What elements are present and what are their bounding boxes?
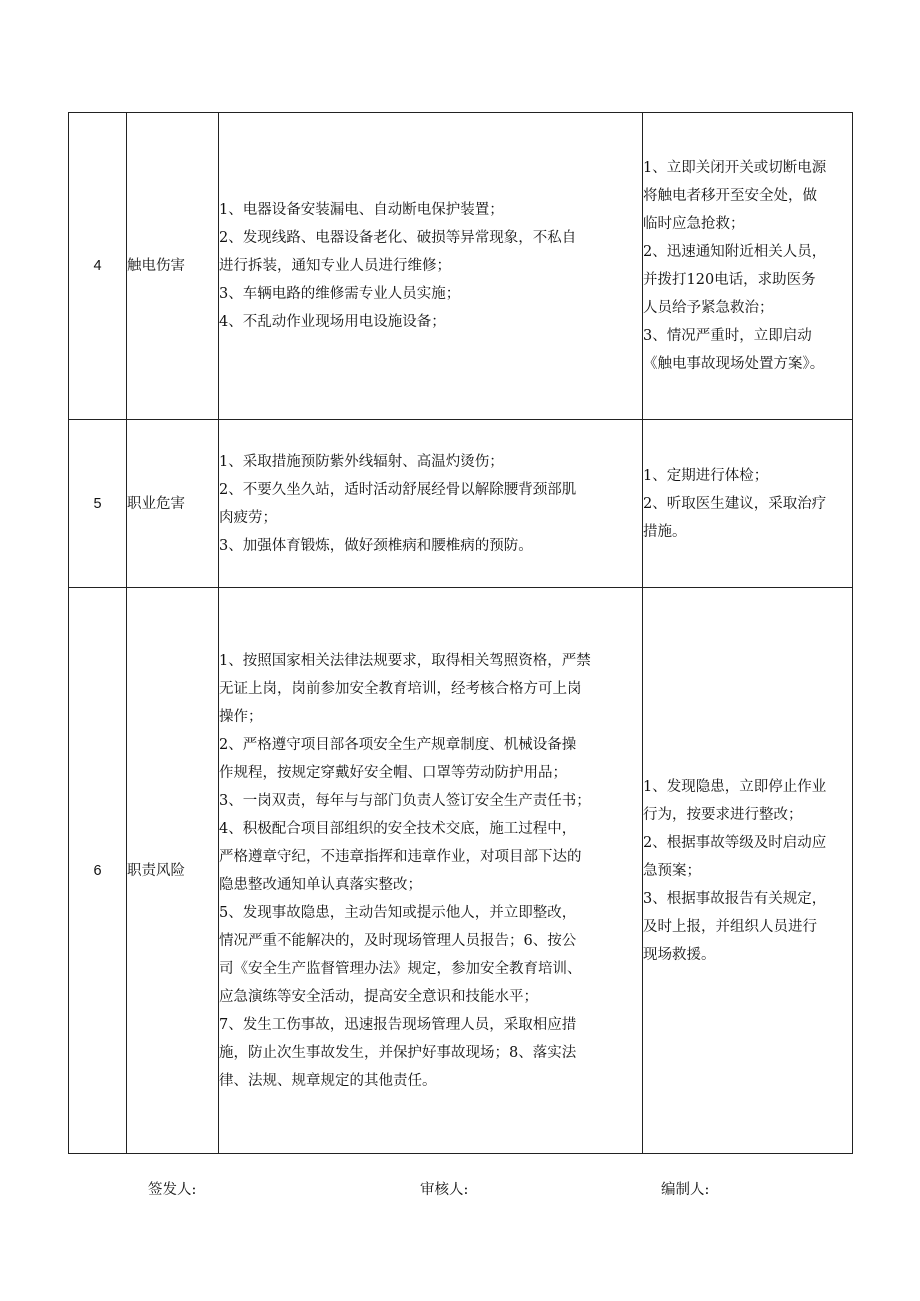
emergency-response: [643, 420, 853, 588]
response-line: 2、迅速通知附近相关人员，: [643, 244, 827, 260]
risk-table-body: [69, 113, 853, 1154]
measure-line: 3、车辆电路的维修需专业人员实施；: [219, 286, 461, 302]
control-measures: [219, 588, 643, 1154]
response-line: 行为，按要求进行整改；: [643, 806, 803, 823]
measure-line: 严格遵章守纪，不违章指挥和违章作业，对项目部下达的: [219, 848, 582, 865]
measure-line: 2、严格遵守项目部各项安全生产规章制度、机械设备操: [219, 736, 577, 753]
measure-line: 7、发生工伤事故，迅速报告现场管理人员，采取相应措: [219, 1016, 577, 1033]
emergency-response: [643, 113, 853, 420]
measure-line: 无证上岗，岗前参加安全教育培训，经考核合格方可上岗: [219, 680, 582, 697]
response-line: 1、定期进行体检；: [643, 467, 769, 484]
response-line: 措施。: [643, 523, 687, 540]
hazard-name: 职业危害: [127, 420, 219, 588]
measure-line: 应急演练等安全活动，提高安全意识和技能水平；: [219, 988, 538, 1005]
measure-line: 情况严重不能解决的，及时现场管理人员报告；6、按公: [219, 932, 577, 949]
measure-line: 司《安全生产监督管理办法》规定，参加安全教育培训、: [219, 960, 582, 977]
reviewer-label: 审核人:: [420, 1182, 469, 1198]
risk-row: [69, 420, 853, 588]
response-line: 并拨打120电话，求助医务: [643, 272, 816, 288]
response-line: 及时上报，并组织人员进行: [643, 918, 817, 935]
measure-line: 3、加强体育锻炼，做好颈椎病和腰椎病的预防。: [219, 537, 533, 554]
row-number: 5: [69, 420, 127, 588]
row-number: 4: [69, 113, 127, 420]
risk-row: [69, 588, 853, 1154]
response-line: 人员给予紧急救治；: [643, 300, 774, 316]
emergency-response: [643, 588, 853, 1154]
response-line: 3、根据事故报告有关规定，: [643, 890, 827, 907]
issuer-label: 签发人:: [148, 1182, 197, 1198]
control-measures: [219, 420, 643, 588]
response-line: 临时应急抢救；: [643, 216, 745, 232]
measure-line: 律、法规、规章规定的其他责任。: [219, 1072, 437, 1089]
measure-line: 1、采取措施预防紫外线辐射、高温灼烫伤；: [219, 453, 504, 470]
measure-line: 4、积极配合项目部组织的安全技术交底，施工过程中，: [219, 820, 577, 837]
risk-control-table: [68, 112, 853, 1154]
response-line: 2、根据事故等级及时启动应: [643, 834, 827, 851]
measure-line: 隐患整改通知单认真落实整改；: [219, 876, 422, 893]
response-line: 将触电者移开至安全处，做: [643, 188, 817, 204]
measure-line: 施，防止次生事故发生，并保护好事故现场；8、落实法: [219, 1044, 577, 1061]
measure-line: 作规程，按规定穿戴好安全帽、口罩等劳动防护用品；: [219, 764, 567, 781]
response-line: 3、情况严重时，立即启动: [643, 328, 812, 344]
measure-line: 3、一岗双责，每年与与部门负责人签订安全生产责任书；: [219, 792, 591, 809]
measure-line: 4、不乱动作业现场用电设施设备；: [219, 314, 446, 330]
response-line: 现场救援。: [643, 946, 716, 963]
measure-line: 操作；: [219, 708, 263, 725]
control-measures: [219, 113, 643, 420]
response-line: 急预案；: [643, 862, 701, 879]
response-line: 《触电事故现场处置方案》。: [643, 356, 825, 372]
response-line: 1、发现隐患，立即停止作业: [643, 778, 827, 795]
measure-line: 5、发现事故隐患，主动告知或提示他人，并立即整改，: [219, 904, 577, 921]
hazard-name: 触电伤害: [127, 113, 219, 420]
risk-row: [69, 113, 853, 420]
measure-line: 1、电器设备安装漏电、自动断电保护装置；: [219, 202, 504, 218]
measure-line: 2、不要久坐久站，适时活动舒展经骨以解除腰背颈部肌: [219, 481, 577, 498]
measure-line: 1、按照国家相关法律法规要求，取得相关驾照资格，严禁: [219, 652, 591, 669]
hazard-name: 职责风险: [127, 588, 219, 1154]
measure-line: 肉疲劳；: [219, 509, 277, 526]
measure-line: 进行拆装，通知专业人员进行维修；: [219, 258, 451, 274]
measure-line: 2、发现线路、电器设备老化、破损等异常现象，不私自: [219, 230, 577, 246]
response-line: 1、立即关闭开关或切断电源: [643, 160, 827, 176]
preparer-label: 编制人:: [661, 1182, 710, 1198]
response-line: 2、听取医生建议，采取治疗: [643, 495, 827, 512]
row-number: 6: [69, 588, 127, 1154]
